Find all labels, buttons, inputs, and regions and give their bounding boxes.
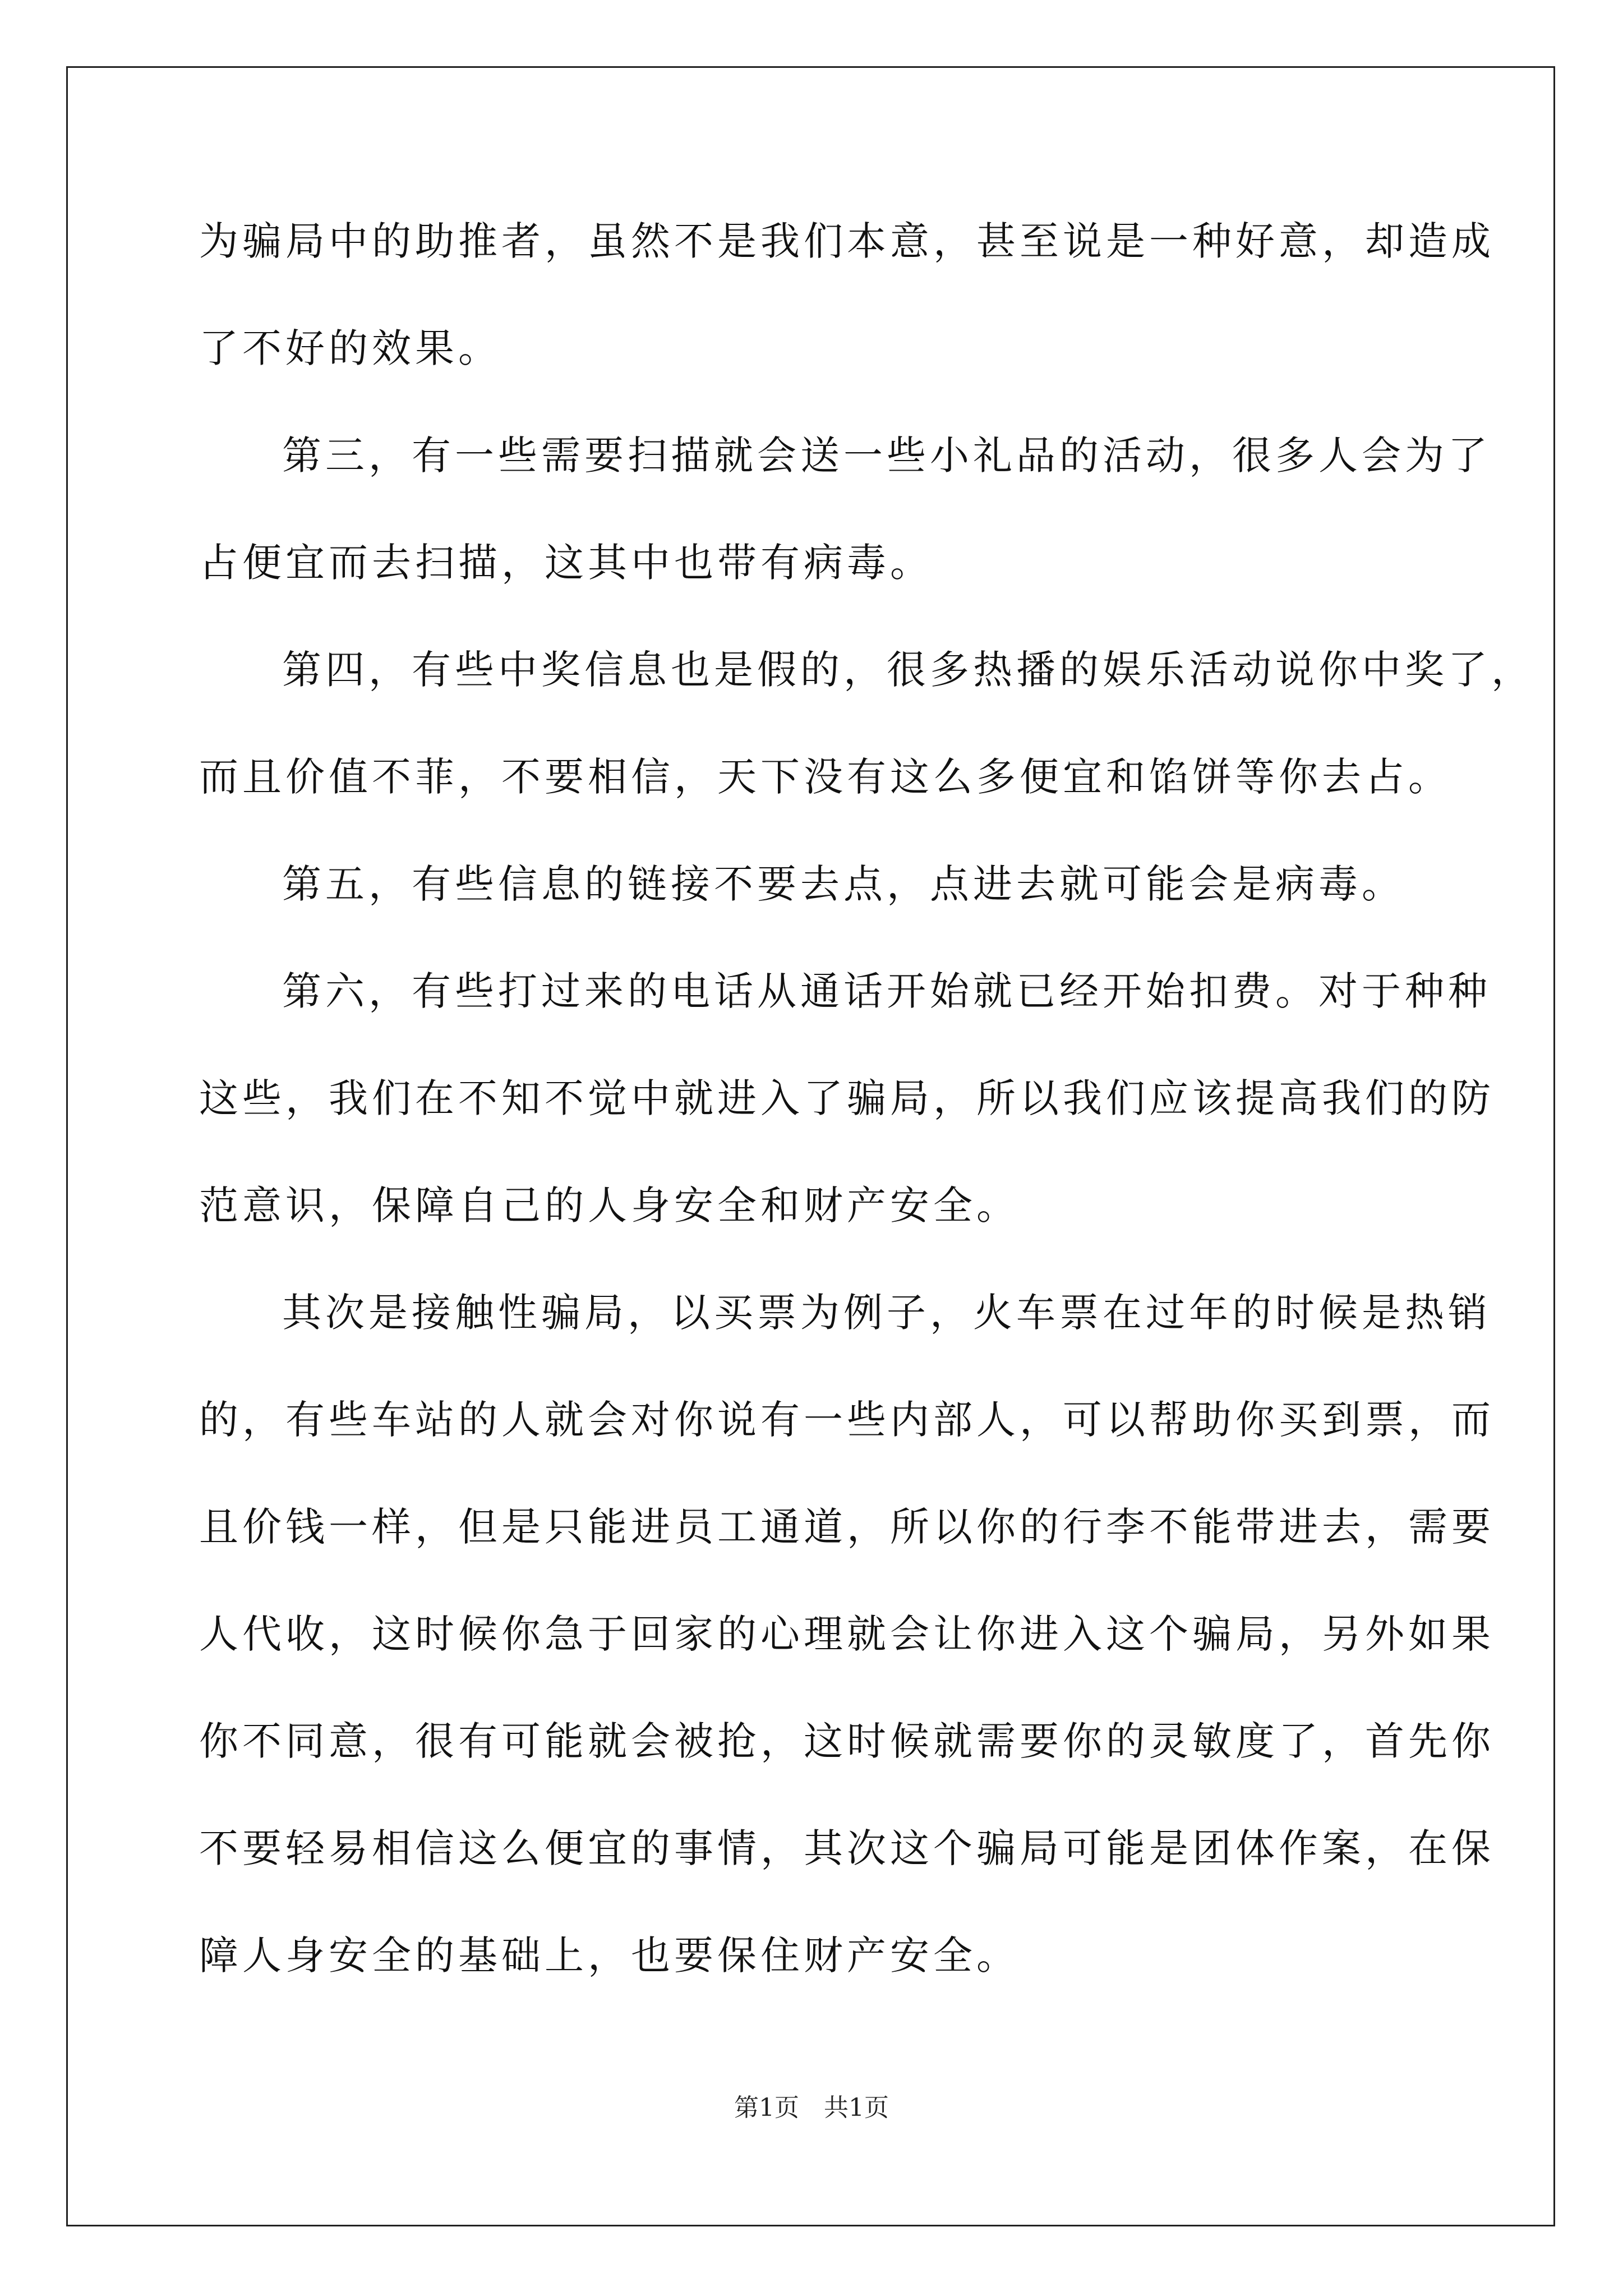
text-line: 且价钱一样，但是只能进员工通道，所以你的行李不能带进去，需要 [199,1504,1495,1550]
text-line: 第五，有些信息的链接不要去点，点进去就可能会是病毒。 [282,861,1405,907]
page-footer: 第1页 共1页 [734,2093,889,2122]
text-line: 的，有些车站的人就会对你说有一些内部人，可以帮助你买到票，而 [199,1397,1495,1443]
text-line: 这些，我们在不知不觉中就进入了骗局，所以我们应该提高我们的防 [199,1075,1495,1121]
document-body [199,213,1534,2035]
text-line: 障人身安全的基础上，也要保住财产安全。 [199,1932,1020,1978]
text-line: 了不好的效果。 [199,325,501,371]
text-line: 而且价值不菲，不要相信，天下没有这么多便宜和馅饼等你去占。 [199,754,1451,800]
text-line: 其次是接触性骗局，以买票为例子，火车票在过年的时候是热销 [282,1290,1491,1336]
text-line: 第六，有些打过来的电话从通话开始就已经开始扣费。对于种种 [282,968,1491,1014]
text-line: 不要轻易相信这么便宜的事情，其次这个骗局可能是团体作案，在保 [199,1825,1495,1871]
text-line: 你不同意，很有可能就会被抢，这时候就需要你的灵敏度了，首先你 [199,1718,1495,1764]
text-line: 第三，有一些需要扫描就会送一些小礼品的活动，很多人会为了 [282,432,1491,478]
text-line: 范意识，保障自己的人身安全和财产安全。 [199,1182,1020,1228]
text-line: 为骗局中的助推者，虽然不是我们本意，甚至说是一种好意，却造成 [199,218,1495,264]
text-line: 占便宜而去扫描，这其中也带有病毒。 [199,540,933,586]
text-line: 第四，有些中奖信息也是假的，很多热播的娱乐活动说你中奖了， [282,647,1534,693]
text-line: 人代收，这时候你急于回家的心理就会让你进入这个骗局，另外如果 [199,1611,1495,1657]
